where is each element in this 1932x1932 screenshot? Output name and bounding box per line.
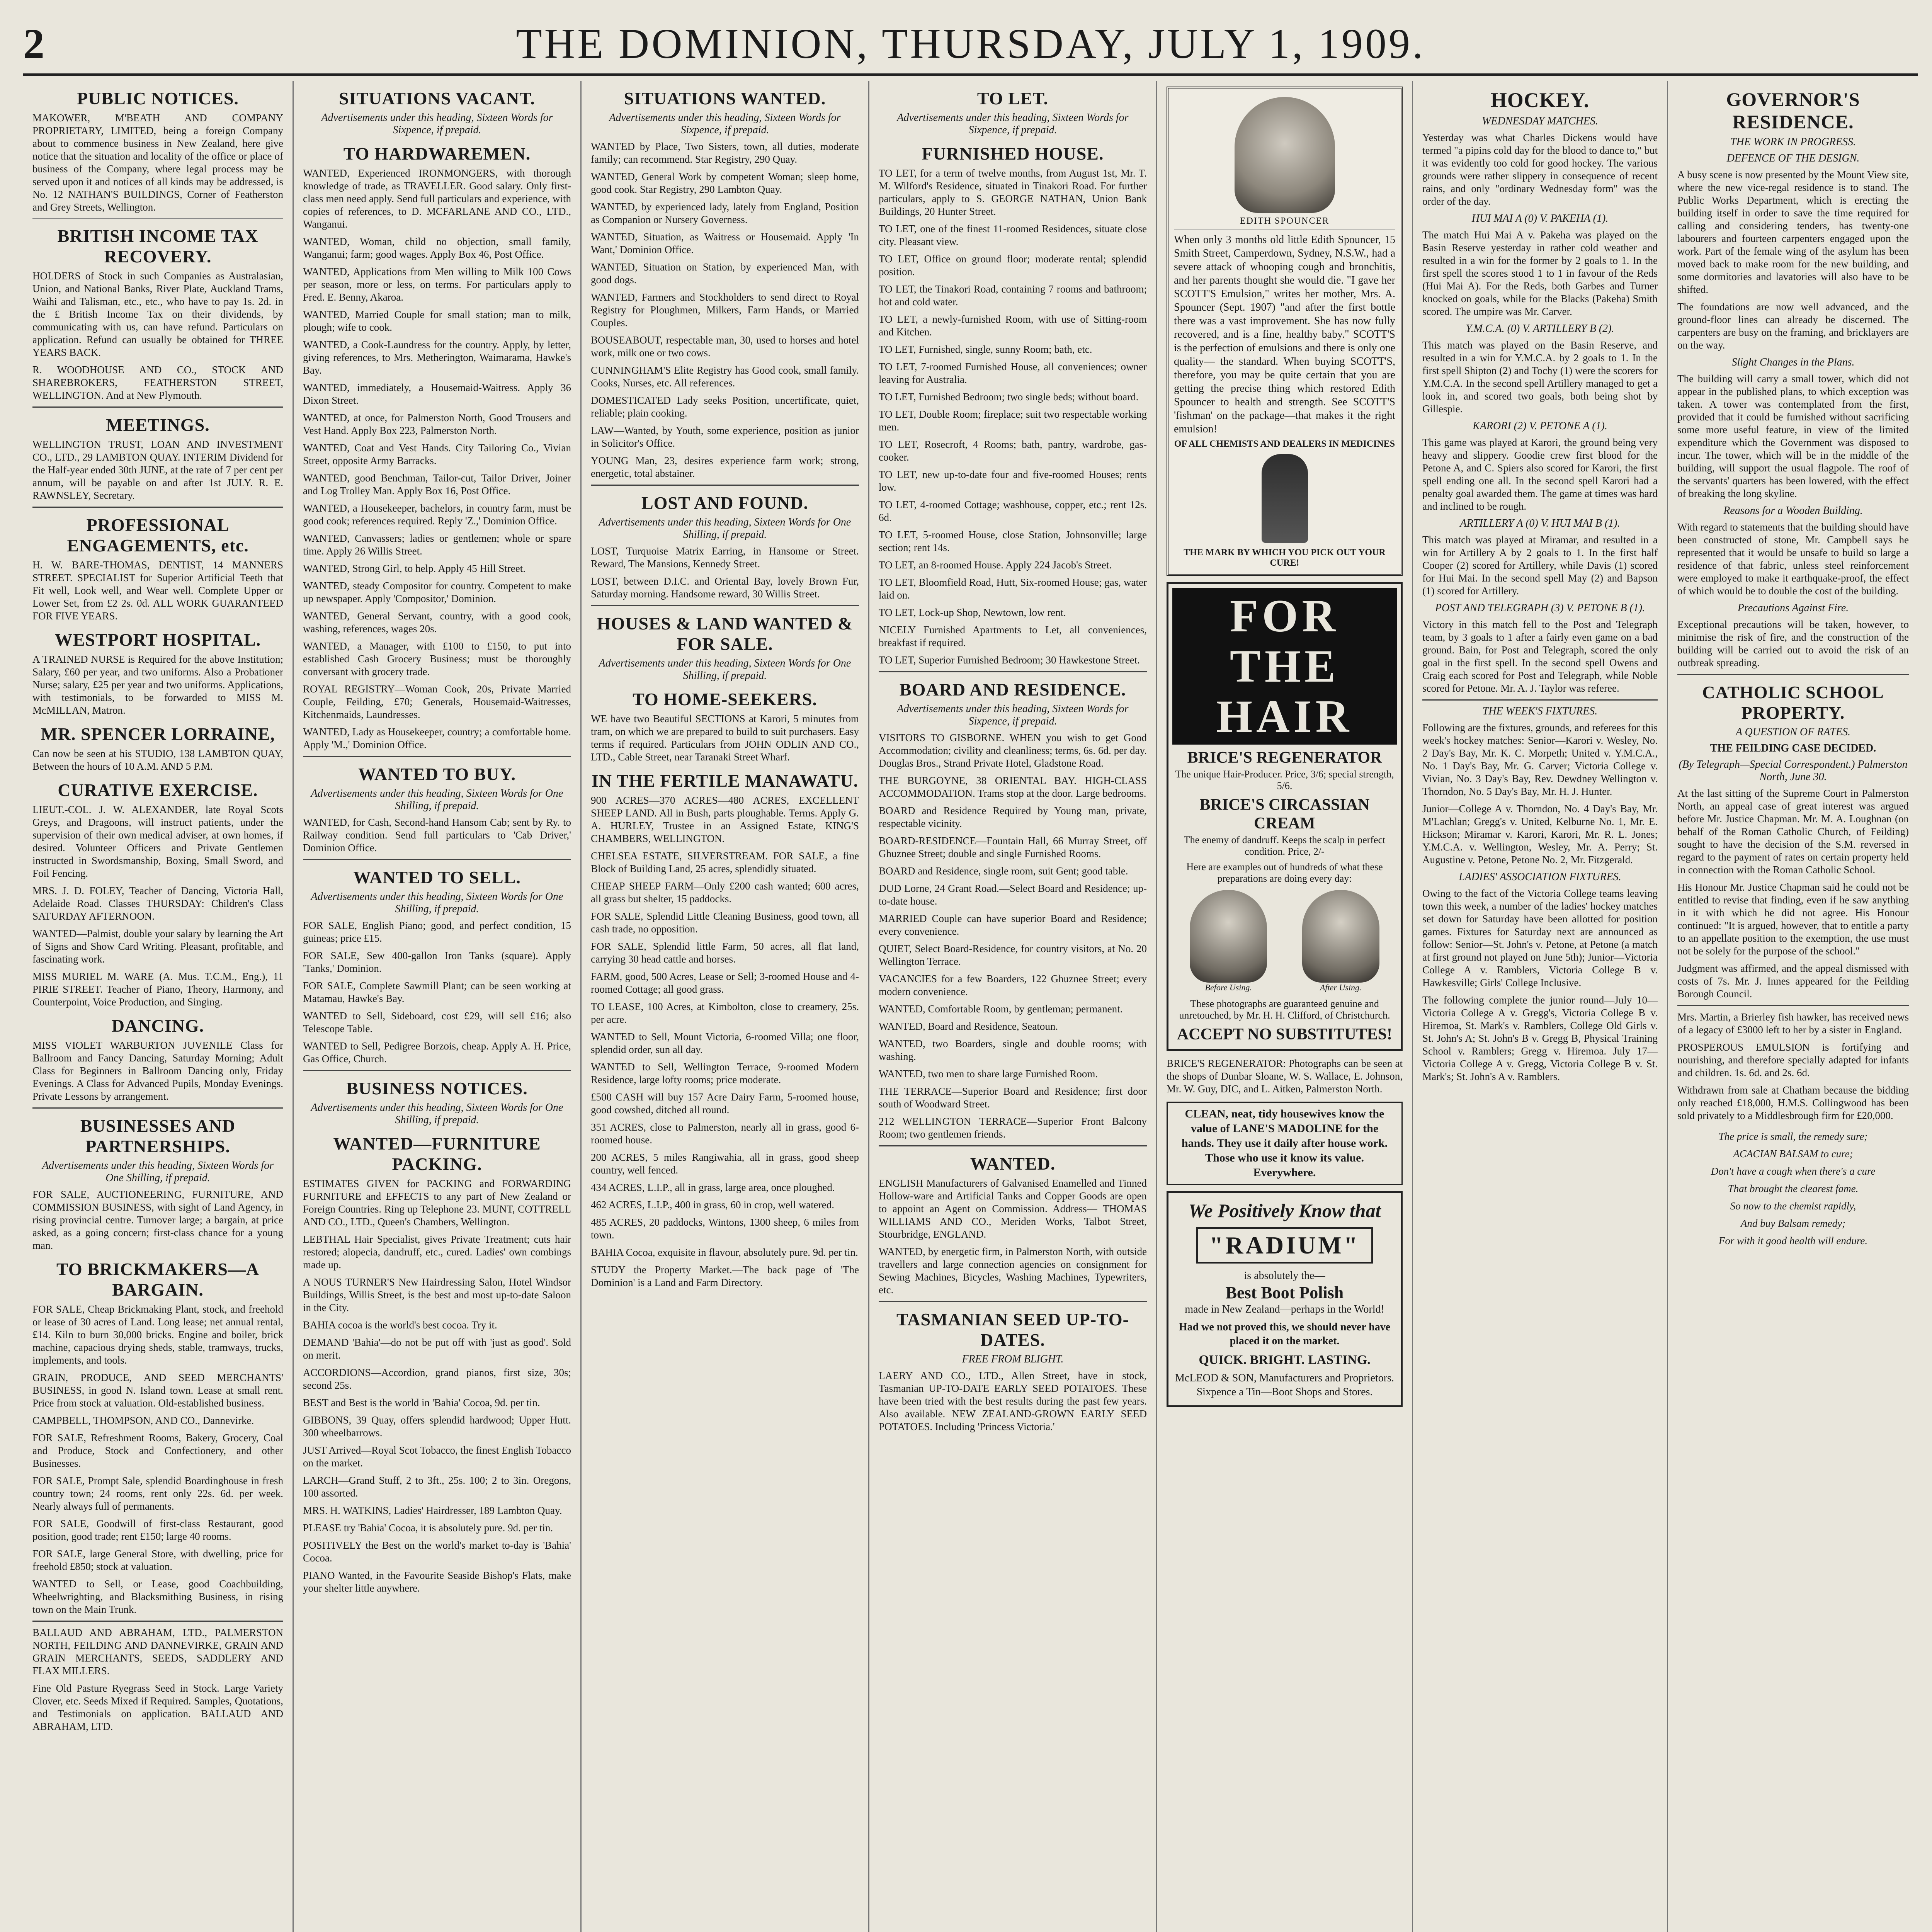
section-heading: PROFESSIONAL ENGAGEMENTS, etc. [67,515,249,555]
scotts-mark: THE MARK BY WHICH YOU PICK OUT YOUR CURE! [1184,548,1386,568]
to-sell-ad: FOR SALE, Sew 400-gallon Iron Tanks (square). Apply 'Tanks,' Dominion. [303,950,571,974]
trust-notice: WELLINGTON TRUST, LOAN AND INVESTMENT CO., LTD., 29 LAMBTON QUAY. INTERIM Dividend for the Half-year ended 30th JUNE, at the rate of 7 per cent per annum, will be payable on and after 1st JULY. R. E. RAWNSLEY, Secretary. [32,439,283,501]
article-paragraph: A busy scene is now presented by the Mount View site, where the new vice-regal residence is to stand. The Public Works Department, which is erecting the building itself in order to save the time required for calling and considering tenders, has twenty-one labourers and fourteen carpenters engaged upon the work. Part of the female wing of the asylum has been moved back to make room for the new building, and some dormitories and lavatories will also have to be shifted. [1677,169,1909,295]
after-photo [1302,890,1379,983]
section-heading: GOVERNOR'S RESIDENCE. [1726,88,1860,133]
homeseekers-ad: WE have two Beautiful SECTIONS at Karori, 5 minutes from tram, on which we are prepared to build to suit purchasers. Easy terms if required. Particulars from JOHN ODLIN AND CO., LTD., Cable Street, near Taranaki Street Wharf. [591,713,859,763]
verse-line: The price is small, the remedy sure; [1718,1131,1868,1142]
column-situations-wanted [582,81,869,1932]
brices-regenerator: BRICE'S REGENERATOR [1187,749,1382,767]
section-subheading: THE WORK IN PROGRESS. [1730,136,1856,148]
section-heading: TO BRICKMAKERS—A BARGAIN. [56,1259,260,1299]
column-hockey [1413,81,1668,1932]
section-heading: HOUSES & LAND WANTED & FOR SALE. [597,614,853,654]
classified-ad: WANTED, immediately, a Housemaid-Waitress. Apply 36 Dixon Street. [303,382,571,406]
article-paragraph: His Honour Mr. Justice Chapman said he could not be entitled to revise that finding, even if he saw anything in it with which he did not agree. His Honour continued: "It is argued, however, that to entitle a party to an appellate position to the exemption, the use must not be solely for the purpose of the school." [1677,881,1909,957]
section-subheading: Advertisements under this heading, Sixteen Words for Sixpence, if prepaid. [609,112,841,136]
news-item: Mrs. Martin, a Brierley fish hawker, has received news of a legacy of £3000 left to her by a sister in England. [1677,1011,1909,1036]
brices-accept: ACCEPT NO SUBSTITUTES! [1177,1026,1393,1043]
westport-ad: A TRAINED NURSE is Required for the above Institution; Salary, £60 per year, and two uniforms. Also a Probationer Nurse; salary, £25 per year and two uniforms. Applications, with testimonials, to be forwarded to MISS M. McMILLAN, Matron. [32,653,283,716]
brices-photos-note: These photographs are guaranteed genuine and unretouched, by Mr. H. H. Clifford, of Christchurch. [1179,998,1390,1021]
classified-ad: WANTED, steady Compositor for country. Competent to make up newspaper. Apply 'Compositor,' Dominion. [303,580,571,604]
classified-ad: BOUSEABOUT, respectable man, 30, used to horses and hotel work, milk one or two cows. [591,334,859,359]
classified-ad: WANTED, Applications from Men willing to Milk 100 Cows per season, more or less, on terms. For particulars apply to Fred. E. Benny, Akaroa. [303,266,571,303]
general-store-ad: FOR SALE, large General Store, with dwelling, price for freehold £850; stock at valuation. [32,1548,283,1572]
to-let-ad: TO LET, new up-to-date four and five-roomed Houses; rents low. [879,469,1147,493]
to-let-ad: TO LET, Double Room; fireplace; suit two respectable working men. [879,408,1147,433]
to-let-ad: TO LET, 7-roomed Furnished House, all conveniences; owner leaving for Australia. [879,361,1147,385]
estate-ad: BAHIA Cocoa, exquisite in flavour, absolutely pure. 9d. per tin. [591,1247,858,1258]
board-ad: THE BURGOYNE, 38 ORIENTAL BAY. HIGH-CLASS ACCOMMODATION. Trams stop at the door. Large bedrooms. [879,775,1147,799]
auctioneering-ad: FOR SALE, AUCTIONEERING, FURNITURE, AND COMMISSION BUSINESS, with sight of Land Agency, in rising provincial centre. Turnover large; a bargain, at price asked, as a going concern; first-class chance for a young man. [32,1189,283,1251]
to-let-ad: TO LET, Bloomfield Road, Hutt, Six-roomed House; gas, water laid on. [879,577,1147,601]
board-ad: VACANCIES for a few Boarders, 122 Ghuznee Street; every modern convenience. [879,973,1147,997]
news-item: PROSPEROUS EMULSION is fortifying and nourishing, and therefore specially adapted for infants and children. 1s. 6d. and 2s. 6d. [1677,1041,1909,1078]
radium-brand: "RADIUM" [1196,1227,1373,1264]
classified-ad: WANTED, Situation on Station, by experienced Man, with good dogs. [591,261,859,286]
article-paragraph: This match was played at Miramar, and resulted in a win for Artillery A by 2 goals to 1. In the first half Cooper (2) scored for Artillery, while Davis (1) scored for Hui Mai. In the second spell May (2) and Bapson (1) scored for Artillery. [1422,534,1658,597]
business-notice: BAHIA cocoa is the world's best cocoa. Try it. [303,1319,497,1331]
classified-ad: DOMESTICATED Lady seeks Position, uncertificate, quiet, reliable; plain cooking. [591,395,859,419]
business-notice: ACCORDIONS—Accordion, grand pianos, first size, 30s; second 25s. [303,1367,571,1391]
to-let-ad: TO LET, Lock-up Shop, Newtown, low rent. [879,607,1066,618]
match-heading: KARORI (2) V. PETONE A (1). [1473,420,1607,432]
campbell-ad: CAMPBELL, THOMPSON, AND CO., Dannevirke. [32,1415,254,1426]
dentist-ad: H. W. BARE-THOMAS, DENTIST, 14 MANNERS STREET. SPECIALIST for Superior Artificial Teeth that Fit well, Look well, and Wear well. Complete Upper or Lower Set, from £2 2s. 0d. ALL WORK GUARANTEED FOR FIVE YEARS. [32,559,283,622]
section-heading: IN THE FERTILE MANAWATU. [591,771,859,791]
radium-maker: McLEOD & SON, Manufacturers and Proprietors. [1175,1372,1394,1384]
madoline-ad: CLEAN, neat, tidy housewives know the value of LANE'S MADOLINE for the hands. They use it daily after house work. Those who use it know its value. Everywhere. [1167,1102,1403,1185]
dateline: (By Telegraph—Special Correspondent.) Palmerston North, June 30. [1679,759,1908,783]
masthead [23,15,1918,76]
spencer-ad: Can now be seen at his STUDIO, 138 LAMBTON QUAY, Between the hours of 10 A.M. AND 5 P.M. [32,748,283,772]
radium-best: Best Boot Polish [1225,1283,1344,1302]
article-paragraph: The building will carry a small tower, which did not appear in the published plans, to which exception was taken. A tower was contemplated from the first, provided that it could be furnished without sacrificing some more useful feature, in view of the limited expenditure which the Government was disposed to incur. The tower, which will be in the middle of the building, will support the usual flagpole. The roof of the servants' quarters has been lowered, with the effect of breaking the long skyline. [1677,373,1909,499]
column-governors-residence [1668,81,1918,1932]
ware-ad: MISS MURIEL M. WARE (A. Mus. T.C.M., Eng.), 11 PIRIE STREET. Teacher of Piano, Theory, Harmony, and Counterpoint, Voice Production, and Singing. [32,971,283,1008]
section-subheading: Advertisements under this heading, Sixteen Words for Sixpence, if prepaid. [897,703,1129,727]
estate-ad: FOR SALE, Splendid Little Cleaning Business, good town, all cash trade, no opposition. [591,910,859,935]
column-public-notices [23,81,294,1932]
section-subheading: THE FEILDING CASE DECIDED. [1710,742,1876,754]
scotts-testimonial: When only 3 months old little Edith Spouncer, 15 Smith Street, Camperdown, Sydney, N.S.W., had a severe attack of whooping cough and bronchitis, and her parents thought she would die. "I gave her SCOTT'S Emulsion," writes her mother, Mrs. A. Spouncer (Sept. 1907) "and after the first bottle there was a vast improvement. She has now fully recovered, and is a fine, healthy baby." SCOTT'S is the perfection of emulsions and there is only one quality— the standard. When buying SCOTT'S, therefore, you may be quite certain that you are getting the precise thing which restored Edith Spouncer to health and strength. See SCOTT'S 'fishman' on the package—that makes it the right emulsion! [1174,234,1395,435]
classified-ad: WANTED, a Cook-Laundress for the country. Apply, by letter, giving references, to Mrs. Metherington, Waimarama, Hawke's Bay. [303,339,571,376]
scotts-emulsion-ad [1167,87,1403,576]
brickmakers-ad: FOR SALE, Cheap Brickmaking Plant, stock, and freehold or lease of 30 acres of Land. Long lease; net annual rental, £14. Kiln to burn 30,000 bricks. Engine and boiler, brick machine, capacious drying sheds, stable, tramways, trucks, implements, and tools. [32,1303,283,1366]
classified-ad: WANTED, by experienced lady, lately from England, Position as Companion or Nursery Governess. [591,201,859,225]
brices-note: Here are examples out of hundreds of what these preparations are doing every day: [1186,861,1383,884]
estate-ad: TO LEASE, 100 Acres, at Kimbolton, close to creamery, 25s. per acre. [591,1001,859,1025]
to-sell-ad: FOR SALE, English Piano; good, and perfect condition, 15 guineas; price £15. [303,920,571,944]
to-let-ad: NICELY Furnished Apartments to Let, all conveniences, breakfast if required. [879,624,1147,648]
business-notice: MRS. H. WATKINS, Ladies' Hairdresser, 189 Lambton Quay. [303,1505,562,1516]
section-heading: TASMANIAN SEED UP-TO-DATES. [896,1310,1129,1350]
article-subheading: Reasons for a Wooden Building. [1723,505,1863,517]
board-ad: BOARD and Residence, single room, suit Gent; good table. [879,865,1128,877]
radium-top: We Positively Know that [1188,1200,1381,1221]
verse-line: So now to the chemist rapidly, [1730,1200,1856,1212]
estate-ad: WANTED to Sell, Mount Victoria, 6-roomed Villa; one floor, splendid order, sun all day. [591,1031,859,1055]
seed-potato-ad: LAERY AND CO., LTD., Allen Street, have in stock, Tasmanian UP-TO-DATE EARLY SEED POTATOES. These have been tried with the best results during the past few years. Also available. NEW ZEALAND-GROWN EARLY SEED POTATOES. Including 'Princess Victoria.' [879,1370,1147,1432]
section-heading: CURATIVE EXERCISE. [58,780,258,800]
section-heading: HOCKEY. [1490,88,1590,112]
hair-ad-title: FOR THE HAIR [1172,588,1397,745]
board-ad: WANTED, two men to share large Furnished Room. [879,1068,1098,1080]
boarding-ad: FOR SALE, Prompt Sale, splendid Boardinghouse in fresh country town; 24 rooms, rent only 22s. 6d. per week. Nearly always full of permanents. [32,1475,283,1512]
classified-ad: WANTED, Situation, as Waitress or Housemaid. Apply 'In Want,' Dominion Office. [591,231,859,255]
business-notice: LARCH—Grand Stuff, 2 to 3ft., 25s. 100; 2 to 3in. Oregons, 100 assorted. [303,1475,571,1499]
curative-ad: LIEUT.-COL. J. W. ALEXANDER, late Royal Scots Greys, and Dragoons, will instruct patients, under the supervision of their own medical adviser, at own homes, if desired. Volunteer Officers and Private Gentlemen instructed in Swordsmanship, Boxing, Small Sword, and Foil Fencing. [32,804,283,879]
refreshment-ad: FOR SALE, Refreshment Rooms, Bakery, Grocery, Coal and Produce, Stock and Confectionery, and other Businesses. [32,1432,283,1469]
furnished-house-ad: TO LET, for a term of twelve months, from August 1st, Mr. T. M. Wilford's Residence, situated in Tinakori Road. For further particulars, apply to S. GEORGE NATHAN, Union Bank Buildings, 20 Hunter Street. [879,167,1147,217]
before-photo [1190,890,1267,983]
to-let-ad: TO LET, Furnished Bedroom; two single beds; without board. [879,391,1139,403]
classified-ad: WANTED, General Work by competent Woman; sleep home, good cook. Star Registry, 290 Lambton Quay. [591,171,859,195]
article-paragraph: At the last sitting of the Supreme Court in Palmerston North, an appeal case of great interest was argued before Mr. Justice Chapman. Mr. M. A. Loughnan (on behalf of the Roman Catholic Church, of Feilding) sought to have the decision of the S.M. reversed in regard to the payment of rates on certain property held in connection with the Roman Catholic School. [1677,787,1909,876]
wanted-ad: WANTED, by energetic firm, in Palmerston North, with outside travellers and large connection agencies on consignment for Sewing Machines, Bicycles, Washing Machines, Typewriters, etc. [879,1246,1147,1296]
classified-ad: WANTED, Married Couple for small station; man to milk, plough; wife to cook. [303,309,571,333]
foley-ad: MRS. J. D. FOLEY, Teacher of Dancing, Victoria Hall, Adelaide Road. Classes THURSDAY: Children's Class SATURDAY AFTERNOON. [32,885,283,922]
brices-cream-sub: The enemy of dandruff. Keeps the scalp in perfect condition. Price, 2/- [1184,834,1386,857]
classified-ad: ROYAL REGISTRY—Woman Cook, 20s, Private Married Couple, Feilding, £70; Generals, Housemaid-Waitresses, Kitchenmaids, Laundresses. [303,683,571,720]
section-heading: DANCING. [111,1016,204,1036]
section-heading: TO HARDWAREMEN. [343,144,531,163]
seeds-ad: Fine Old Pasture Ryegrass Seed in Stock. Large Variety Clover, etc. Seeds Mixed if Required. Samples, Quotations, and Testimonials on application. BALLAUD AND ABRAHAM, LTD. [32,1682,283,1732]
board-ad: THE TERRACE—Superior Board and Residence; first door south of Woodward Street. [879,1085,1147,1110]
business-notice: JUST Arrived—Royal Scot Tobacco, the finest English Tobacco on the market. [303,1444,571,1469]
section-heading: BUSINESS NOTICES. [346,1078,528,1098]
brices-hair-ad [1167,582,1403,1051]
brices-regenerator-sub: The unique Hair-Producer. Price, 3/6; special strength, 5/6. [1175,769,1394,791]
board-ad: QUIET, Select Board-Residence, for country visitors, at No. 20 Wellington Terrace. [879,943,1147,967]
match-heading: Y.M.C.A. (0) V. ARTILLERY B (2). [1466,323,1614,335]
section-heading: BOARD AND RESIDENCE. [899,680,1126,699]
section-subheading: Advertisements under this heading, Sixteen Words for One Shilling, if prepaid. [42,1160,274,1184]
article-paragraph: Owing to the fact of the Victoria College teams leaving town this week, a number of the ladies' hockey matches set down for Saturday have been allotted for position games. Fixtures for Saturday next are announced as follow: Senior—St. John's v. Petone, at Petone (a match at first ground not played on June 5th); Junior—Victoria College A v. Ramblers, Victoria College B v. Hawkesville; Girls' College Inclusive. [1422,888,1658,988]
article-paragraph: The following complete the junior round—July 10—Victoria College A v. Gregg's, Victoria College B v. Hiremoa, St. Mark's v. Ramblers, College Old Girls v. St. John's A; St. John's B v. Gregg B, Physical Training School v. Ramblers; Gregg v. Hiremoa. July 17—Victoria College A v. Gregg, Victoria College B v. St. Mark's; St. John's A v. Ramblers. [1422,994,1658,1082]
to-let-ad: TO LET, Furnished, single, sunny Room; bath, etc. [879,344,1092,355]
article-paragraph: The match Hui Mai A v. Pakeha was played on the Basin Reserve yesterday in rather cold weather and resulted in a win for the former by 2 goals to 1. In the first spell the scores stood 1 to 1 in favour of the Reds (Hui Mai A). For the Reds, both Garbes and Turner knocked on goals, while for the Blacks (Pakeha) Smith scored. The umpire was Mr. Carver. [1422,229,1658,317]
section-subheading: WEDNESDAY MATCHES. [1482,115,1598,127]
estate-ad: FARM, good, 500 Acres, Lease or Sell; 3-roomed House and 4-roomed Cottage; all good grass. [591,971,859,995]
section-heading: SITUATIONS WANTED. [624,88,826,108]
estate-ad: FOR SALE, Splendid little Farm, 50 acres, all flat land, carrying 30 head cattle and horses. [591,940,859,965]
estate-ad: CHEAP SHEEP FARM—Only £200 cash wanted; 600 acres, all grass but shelter, 15 paddocks. [591,880,859,905]
classified-ad: WANTED, General Servant, country, with a good cook, washing, references, wages 20s. [303,610,571,634]
radium-is: is absolutely the— [1244,1270,1325,1282]
board-ad: BOARD-RESIDENCE—Fountain Hall, 66 Murray Street, off Ghuznee Street; double and single Furnished Rooms. [879,835,1147,859]
classified-ad: WANTED, good Benchman, Tailor-cut, Tailor Driver, Joiner and Log Trolley Man. Apply Box 16, Post Office. [303,472,571,497]
column-to-let [869,81,1157,1932]
brices-cream: BRICE'S CIRCASSIAN CREAM [1199,796,1370,832]
section-heading: WANTED TO BUY. [358,764,516,784]
business-notice: BEST and Best is the world in 'Bahia' Cocoa, 9d. per tin. [303,1397,540,1408]
business-notice: LEBTHAL Hair Specialist, gives Private Treatment; cuts hair restored; alopecia, dandruff, etc., cured. Ladies' own combings made up. [303,1233,571,1270]
classified-ad: WANTED, Canvassers; ladies or gentlemen; whole or spare time. Apply 26 Willis Street. [303,532,571,557]
section-subheading: A QUESTION OF RATES. [1735,726,1851,738]
board-ad: 212 WELLINGTON TERRACE—Superior Front Balcony Room; two gentlemen friends. [879,1116,1147,1140]
article-paragraph: Judgment was affirmed, and the appeal dismissed with costs of 7s. Mr. J. Innes appeared for the Feilding Borough Council. [1677,963,1909,1000]
ballaud-ad: BALLAUD AND ABRAHAM, LTD., PALMERSTON NORTH, FEILDING AND DANNEVIRKE, GRAIN AND GRAIN MERCHANTS, SEEDS, SADDLERY AND FLAX MILLERS. [32,1627,283,1677]
estate-ad: 485 ACRES, 20 paddocks, Wintons, 1300 sheep, 6 miles from town. [591,1216,859,1241]
board-ad: WANTED, Board and Residence, Seatoun. [879,1020,1058,1032]
board-ad: BOARD and Residence Required by Young man, private, respectable vicinity. [879,805,1147,829]
estate-ad: £500 CASH will buy 157 Acre Dairy Farm, 5-roomed house, good cowshed, ditched all round. [591,1091,859,1116]
ladies-heading: LADIES' ASSOCIATION FIXTURES. [1459,871,1621,883]
section-heading: LOST AND FOUND. [641,493,809,513]
classified-ad: WANTED, a Housekeeper, bachelors, in country farm, must be good cook; references required. Reply 'Z.,' Dominion Office. [303,502,571,527]
news-item: Withdrawn from sale at Chatham because the bidding only reached £18,000, H.M.S. Collingwood has been sold privately to a Middlesbrough firm for £20,000. [1677,1084,1909,1121]
smithing-ad: WANTED to Sell, or Lease, good Coachbuilding, Wheelwrighting, and Blacksmithing Business, in rising town on the Main Trunk. [32,1578,283,1615]
dancing-ad: MISS VIOLET WARBURTON JUVENILE Class for Ballroom and Fancy Dancing, Saturday Morning; Adult Class for Beginners in Ballroom Dancing only, Friday Evenings. A Class for Advanced Pupils, Monday Evenings. Private Lessons by arrangement. [32,1039,283,1102]
section-heading: SITUATIONS VACANT. [339,88,535,108]
estate-ad: 462 ACRES, L.I.P., 400 in grass, 60 in crop, well watered. [591,1199,834,1211]
furniture-ad: ESTIMATES GIVEN for PACKING and FORWARDING FURNITURE and EFFECTS to any part of New Zealand or Foreign Countries. Ring up Telephone 23. MUNT, COTTRELL AND CO., LTD., Queen's Chambers, Wellington. [303,1178,571,1228]
column-situations-vacant [294,81,582,1932]
classified-ad: WANTED, Woman, child no objection, small family, Wanganui; farm; good wages. Apply Box 46, Post Office. [303,236,571,260]
section-subheading: Advertisements under this heading, Sixteen Words for Sixpence, if prepaid. [321,112,553,136]
section-subheading: Advertisements under this heading, Sixteen Words for One Shilling, if prepaid. [599,657,851,682]
article-paragraph: This match was played on the Basin Reserve, and resulted in a win for Y.M.C.A. by 2 goals to 1. In the first spell Shipton (2) and Tochy (1) were the scorers for Y.M.C.A. In the second spell Artillery managed to get a look in, and scored two goals, both being shot by Gillespie. [1422,339,1658,415]
article-paragraph: The foundations are now well advanced, and the ground-floor lines can already be discerned. The carpenters are busy on the framing, and bricklayers are on the way. [1677,301,1909,351]
to-let-ad: TO LET, 4-roomed Cottage; washhouse, copper, etc.; rent 12s. 6d. [879,499,1147,523]
woodhouse-notice: R. WOODHOUSE AND CO., STOCK AND SHAREBROKERS, FEATHERSTON STREET, WELLINGTON. And at New Plymouth. [32,364,283,401]
verse-line: That brought the clearest fame. [1728,1183,1859,1194]
to-let-ad: TO LET, one of the finest 11-roomed Residences, situate close city. Pleasant view. [879,223,1147,247]
radium-tagline: QUICK. BRIGHT. LASTING. [1199,1353,1371,1367]
business-notice: DEMAND 'Bahia'—do not be put off with 'just as good'. Sold on merit. [303,1337,571,1361]
section-subheading: Advertisements under this heading, Sixteen Words for One Shilling, if prepaid. [599,516,851,541]
classified-ad: WANTED, at once, for Palmerston North, Good Trousers and Vest Hand. Apply Box 223, Palmerston North. [303,412,571,436]
classified-ad: WANTED, Farmers and Stockholders to send direct to Royal Registry for Ploughmen, Milkers, Farm Hands, or Married Couples. [591,291,859,328]
fishman-trademark-icon [1262,454,1308,543]
section-heading: PUBLIC NOTICES. [77,88,239,108]
child-portrait [1235,97,1335,213]
match-heading: ARTILLERY A (0) V. HUI MAI B (1). [1460,517,1620,529]
classified-ad: LAW—Wanted, by Youth, some experience, position as junior in Solicitor's Office. [591,425,859,449]
board-ad: DUD Lorne, 24 Grant Road.—Select Board and Residence; up-to-date house. [879,883,1147,907]
match-heading: HUI MAI A (0) V. PAKEHA (1). [1471,213,1609,224]
classified-ad: WANTED, Strong Girl, to help. Apply 45 Hill Street. [303,563,526,574]
verse-line: For with it good health will endure. [1718,1235,1868,1247]
article-subheading: Slight Changes in the Plans. [1731,356,1855,368]
page-number: 2 [23,20,44,67]
article-paragraph: Exceptional precautions will be taken, however, to minimise the risk of fire, and the construction of the building will be carried out to avoid the risk of an outbreak spreading. [1677,619,1909,668]
business-notice: A NOUS TURNER'S New Hairdressing Salon, Hotel Windsor Buildings, Willis Street, is the best and most up-to-date Saloon in the City. [303,1276,571,1313]
article-paragraph: Victory in this match fell to the Post and Telegraph team, by 3 goals to 1 after a fairly even game on a bad ground. Bain, for Post and Telegraph, scored the only goal in the first spell. In the second spell Owens and Craig each scored for Post and Telegraph, while Noble scored for Petone. Mr. A. J. Taylor was referee. [1422,619,1658,694]
to-let-ad: TO LET, Office on ground floor; moderate rental; splendid position. [879,253,1147,277]
classified-ad: YOUNG Man, 23, desires experience farm work; strong, energetic, total abstainer. [591,455,859,479]
income-tax-notice: HOLDERS of Stock in such Companies as Australasian, Union, and National Banks, River Plate, Auckland Trams, Waihi and Talisman, etc., etc., who have to pay 1s. 2d. in the £ British Income Tax on their dividends, by communicating with us, can have refund. Particulars on application. Refund can usually be obtained for THREE YEARS BACK. [32,270,283,358]
newspaper-title: THE DOMINION, THURSDAY, JULY 1, 1909. [516,20,1425,67]
estate-ad: WANTED to Sell, Wellington Terrace, 9-roomed Modern Residence, large lofty rooms; price moderate. [591,1061,859,1085]
spencer-name: MR. SPENCER LORRAINE, [41,724,275,744]
section-heading: TO HOME-SEEKERS. [633,689,817,709]
section-heading: BUSINESSES AND PARTNERSHIPS. [80,1116,236,1156]
section-subheading: Advertisements under this heading, Sixteen Words for One Shilling, if prepaid. [311,1102,563,1126]
article-paragraph: With regard to statements that the building should have been constructed of stone, Mr. Campbell says he represented that it would be unsafe to build so large a residence of that fabric, unless steel reinforcement were employed to make it earthquake-proof, the effect of which would be to double the cost of the building. [1677,521,1909,597]
estate-ad: 200 ACRES, 5 miles Rangiwahia, all in grass, good sheep country, well fenced. [591,1151,859,1176]
article-paragraph: Junior—College A v. Thorndon, No. 4 Day's Bay, Mr. M'Lachlan; Gregg's v. United, Kelburne No. 1, Mr. E. Hickson; Miramar v. Karori, Karori, Mr. R. L. Jones; Y.M.C.A. v. Wellington, Wesley, Mr. A. Perry; St. Augustine v. Petone, Petone No. 2, Mr. Fitzgerald. [1422,803,1658,866]
verse-line: ACACIAN BALSAM to cure; [1733,1148,1853,1160]
to-let-ad: TO LET, Superior Furnished Bedroom; 30 Hawkestone Street. [879,654,1140,666]
to-sell-ad: FOR SALE, Complete Sawmill Plant; can be seen working at Matamau, Hawke's Bay. [303,980,571,1004]
section-subheading: Advertisements under this heading, Sixteen Words for One Shilling, if prepaid. [311,891,563,915]
section-heading: FURNISHED HOUSE. [922,144,1104,163]
section-heading: WANTED. [970,1154,1056,1173]
section-subheading: DEFENCE OF THE DESIGN. [1726,152,1860,164]
scotts-dealers: OF ALL CHEMISTS AND DEALERS IN MEDICINES [1174,439,1395,449]
section-heading: CATHOLIC SCHOOL PROPERTY. [1702,682,1884,723]
match-heading: POST AND TELEGRAPH (3) V. PETONE B (1). [1435,602,1645,614]
to-let-ad: TO LET, an 8-roomed House. Apply 224 Jacob's Street. [879,559,1112,571]
brices-footer: BRICE'S REGENERATOR: Photographs can be seen at the shops of Dunbar Sloane, W. S. Wallace, E. Johnson, Mr. W. Guy, DIC, and L. Aitken, Palmerston North. [1167,1058,1403,1095]
section-subheading: Advertisements under this heading, Sixteen Words for Sixpence, if prepaid. [897,112,1129,136]
ironmonger-ad: WANTED, Experienced IRONMONGERS, with thorough knowledge of trade, as TRAVELLER. Good salary. Only first-class men need apply. Send full particulars and experience, with copies of references, to D. MCFARLANE AND CO., LTD., Wanganui. [303,167,571,230]
before-after-photos [1172,890,1397,993]
lost-ad: LOST, between D.I.C. and Oriental Bay, lovely Brown Fur, Saturday morning. Handsome reward, 30 Willis Street. [591,575,859,600]
section-heading: TO LET. [977,88,1049,108]
to-buy-ad: WANTED, for Cash, Second-hand Hansom Cab; sent by Ry. to Railway condition. Send full particulars to 'Cab Driver,' Dominion Office. [303,816,571,854]
business-notice: POSITIVELY the Best on the world's market to-day is 'Bahia' Cocoa. [303,1539,571,1564]
radium-polish-ad [1167,1191,1403,1407]
verse-line: And buy Balsam remedy; [1740,1218,1846,1229]
article-paragraph: Following are the fixtures, grounds, and referees for this week's hockey matches: Senior—Karori v. Wesley, No. 2 Day's Bay, Mr. K. C. Morpeth; United v. Y.M.C.A., No. 1 Day's Bay, Mr. G. Carver; Victoria College v. Vivian, No. 3 Day's Bay, Rev. Dewdney Wellington v. Thorndon, No. 5 Day's Bay, Mr. H. J. Hunter. [1422,722,1658,797]
radium-proved: Had we not proved this, we should never have placed it on the market. [1179,1321,1391,1347]
before-caption: Before Using. [1205,983,1252,992]
makower-notice: MAKOWER, M'BEATH AND COMPANY PROPRIETARY, LIMITED, being a foreign Company about to commence business in New Zealand, here give notice that the situation and locality of the office or place of business of the Company, where legal process may be served upon it and notices of all kinds may be addressed, is No. 12 NATHAN'S BUILDINGS, Corner of Featherston and Grey Streets, Wellington. [32,112,283,213]
manawatu-ad: 900 ACRES—370 ACRES—480 ACRES, EXCELLENT SHEEP LAND. All in Bush, parts ploughable. Terms. Apply G. A. HURLEY, Trustee in an Assigned Estate, KING'S CHAMBERS, WELLINGTON. [591,794,859,844]
estate-ad: CHELSEA ESTATE, SILVERSTREAM. FOR SALE, a fine Block of Building Land, 25 acres, splendidly situated. [591,850,859,874]
article-paragraph: This game was played at Karori, the ground being very heavy and slippery. Goodie crew first blood for the Petone A, and C. Spiers also scored for Karori, the first spell ending one all. In the second spell Karori had a penalty goal awarded them. The game at times was hard and inclined to be rough. [1422,437,1658,512]
wanted-ad: ENGLISH Manufacturers of Galvanised Enamelled and Tinned Hollow-ware and Artificial Tanks and Copper Goods are open to appoint an Agent on Commission. Address— THOMAS WILLIAMS AND CO., Meriden Works, Talbot Street, Stourbridge, ENGLAND. [879,1177,1147,1240]
section-subheading: Advertisements under this heading, Sixteen Words for One Shilling, if prepaid. [311,787,563,812]
to-let-ad: TO LET, the Tinakori Road, containing 7 rooms and bathroom; hot and cold water. [879,283,1147,308]
estate-ad: 434 ACRES, L.I.P., all in grass, large area, once ploughed. [591,1182,835,1193]
article-paragraph: Yesterday was what Charles Dickens would have termed "a pipins cold day for the blood to dance to," but it was evidently too cold for good hockey. The various grounds were rather slippery in consequence of recent rains, and only "ordinary Wednesday form" was the order of the day. [1422,132,1658,207]
radium-made: made in New Zealand—perhaps in the World! [1185,1303,1384,1315]
to-let-ad: TO LET, 5-roomed House, close Station, Johnsonville; large section; rent 14s. [879,529,1147,553]
board-ad: VISITORS TO GISBORNE. WHEN you wish to get Good Accommodation; civility and cleanliness; terms, 6s. 6d. per day. Douglas Bros., Strand Private Hotel, Gladstone Road. [879,732,1147,769]
palmist-ad: WANTED—Palmist, double your salary by learning the Art of Signs and Show Card Writing. Pleasant, profitable, and fascinating work. [32,928,283,965]
section-heading: MEETINGS. [106,415,210,435]
estate-ad: STUDY the Property Market.—The back page of 'The Dominion' is a Land and Farm Directory. [591,1264,859,1288]
section-heading: BRITISH INCOME TAX RECOVERY. [57,226,259,266]
goodwill-ad: FOR SALE, Goodwill of first-class Restaurant, good position, good trade; rent £150; large 40 rooms. [32,1518,283,1542]
verse-line: Don't have a cough when there's a cure [1711,1165,1876,1177]
section-subheading: FREE FROM BLIGHT. [962,1353,1064,1365]
classified-ad: CUNNINGHAM'S Elite Registry has Good cook, small family. Cooks, Nurses, etc. All references. [591,364,859,389]
classified-ad: WANTED, Coat and Vest Hands. City Tailoring Co., Vivian Street, opposite Army Barracks. [303,442,571,466]
after-caption: After Using. [1320,983,1362,992]
portrait-caption: EDITH SPOUNCER [1240,216,1330,226]
board-ad: MARRIED Couple can have superior Board and Residence; every convenience. [879,913,1147,937]
fixtures-heading: THE WEEK'S FIXTURES. [1482,705,1598,717]
radium-price: Sixpence a Tin—Boot Shops and Stores. [1196,1386,1373,1398]
board-ad: WANTED, Comfortable Room, by gentleman; permanent. [879,1003,1123,1015]
section-heading: WANTED TO SELL. [353,867,521,887]
section-heading: WANTED—FURNITURE PACKING. [333,1134,541,1174]
article-subheading: Precautions Against Fire. [1737,602,1849,614]
section-heading: WESTPORT HOSPITAL. [54,630,261,650]
to-let-ad: TO LET, Rosecroft, 4 Rooms; bath, pantry, wardrobe, gas-cooker. [879,439,1147,463]
to-sell-ad: WANTED to Sell, Pedigree Borzois, cheap. Apply A. H. Price, Gas Office, Church. [303,1040,571,1065]
classified-ad: WANTED, a Manager, with £100 to £150, to put into established Cash Grocery Business; must be thoroughly conversant with grocery trade. [303,640,571,677]
business-notice: PLEASE try 'Bahia' Cocoa, it is absolutely pure. 9d. per tin. [303,1522,553,1534]
classified-ad: WANTED by Place, Two Sisters, town, all duties, moderate family; can recommend. Star Registry, 290 Quay. [591,141,859,165]
estate-ad: 351 ACRES, close to Palmerston, nearly all in grass, good 6-roomed house. [591,1121,859,1146]
grain-ad: GRAIN, PRODUCE, AND SEED MERCHANTS' BUSINESS, in good N. Island town. Lease at small rent. Price from stock at valuation. Old-established business. [32,1372,283,1409]
business-notice: PIANO Wanted, in the Favourite Seaside Bishop's Flats, make your shelter little anywhere. [303,1570,571,1594]
to-let-ad: TO LET, a newly-furnished Room, with use of Sitting-room and Kitchen. [879,313,1147,338]
board-ad: WANTED, two Boarders, single and double rooms; with washing. [879,1038,1147,1062]
lost-ad: LOST, Turquoise Matrix Earring, in Hansome or Street. Reward, The Mansions, Kennedy Street. [591,545,859,570]
to-sell-ad: WANTED to Sell, Sideboard, cost £29, will sell £16; also Telescope Table. [303,1010,571,1034]
classified-ad: WANTED, Lady as Housekeeper, country; a comfortable home. Apply 'M.,' Dominion Office. [303,726,571,750]
business-notice: GIBBONS, 39 Quay, offers splendid hardwood; Upper Hutt. 300 wheelbarrows. [303,1414,571,1439]
column-display-ads [1157,81,1413,1932]
